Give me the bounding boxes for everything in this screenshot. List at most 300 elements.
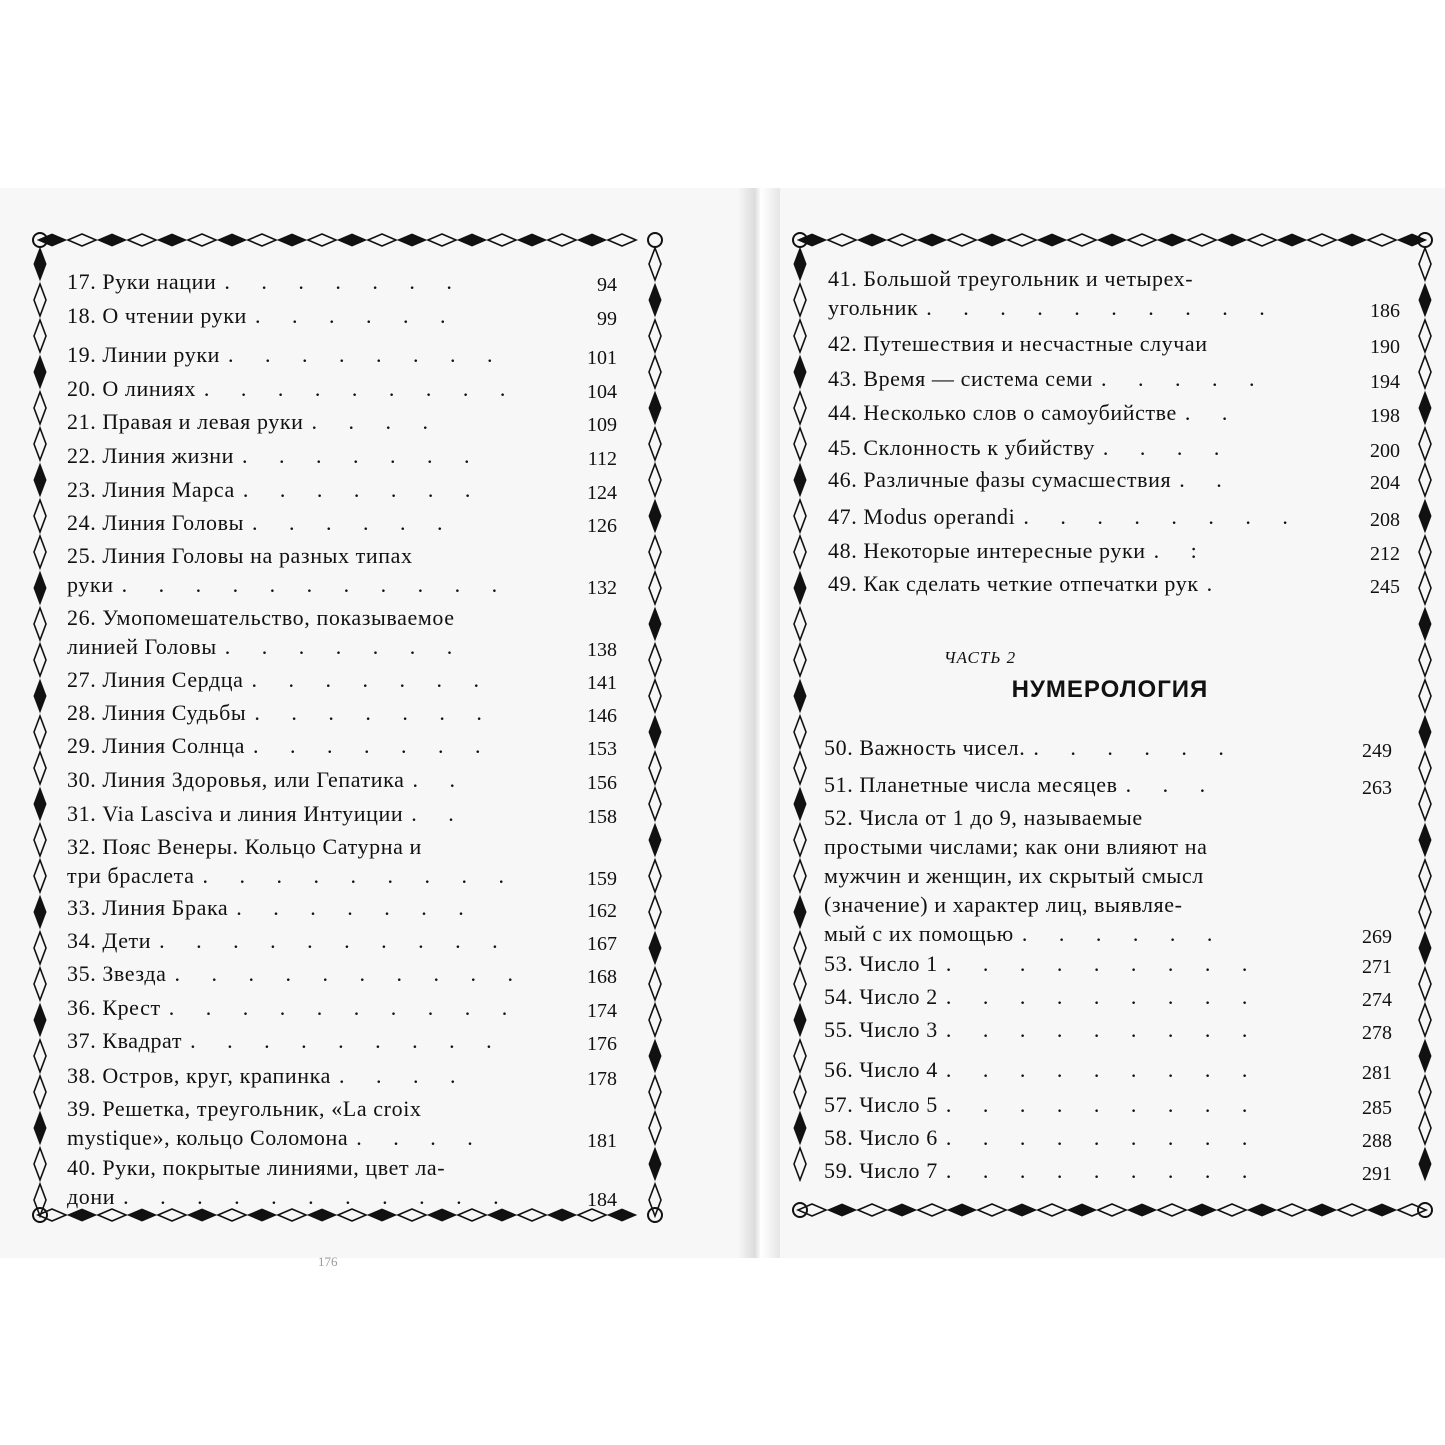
dot-leader: . . . . . . . . xyxy=(1023,504,1301,529)
border-diamond-icon xyxy=(1008,1204,1036,1216)
entry-number: 30. xyxy=(67,767,97,792)
toc-entry xyxy=(824,1017,1260,1043)
dot-leader: . . xyxy=(411,801,467,826)
entry-title: Руки нации xyxy=(102,269,217,294)
border-diamond-icon xyxy=(1128,1204,1156,1216)
page-number: 184 xyxy=(587,1189,617,1211)
page-number: 200 xyxy=(1370,440,1400,462)
entry-number: 49. xyxy=(828,571,858,596)
entry-number: 52. xyxy=(824,805,854,830)
border-diamond-icon xyxy=(1419,788,1431,820)
toc-entry xyxy=(67,543,413,569)
dot-leader: . . . . . . . . . xyxy=(945,1125,1261,1150)
toc-entry xyxy=(67,510,456,536)
toc-entry xyxy=(828,366,1268,392)
border-diamond-icon xyxy=(794,824,806,856)
entry-title: Звезда xyxy=(102,961,167,986)
border-diamond-icon xyxy=(1419,1112,1431,1144)
border-diamond-icon xyxy=(1098,234,1126,246)
entry-title: Линия Брака xyxy=(102,895,229,920)
toc-entry-continued xyxy=(67,1184,512,1210)
border-diamond-icon xyxy=(794,536,806,568)
dot-leader: . . xyxy=(1179,467,1235,492)
border-diamond-icon xyxy=(1188,1204,1216,1216)
page-number: 178 xyxy=(587,1068,617,1090)
page-number: 174 xyxy=(587,1000,617,1022)
border-diamond-icon xyxy=(794,284,806,316)
page-number: 167 xyxy=(587,933,617,955)
dot-leader: . . . . . . . . . . xyxy=(159,928,511,953)
dot-leader: . . . . . . . . . . . xyxy=(121,572,511,597)
border-diamond-icon xyxy=(794,1040,806,1072)
toc-entry-continued xyxy=(67,572,510,598)
border-diamond-icon xyxy=(1419,320,1431,352)
border-diamond-icon xyxy=(1419,1148,1431,1180)
page-number: 138 xyxy=(587,639,617,661)
toc-entry xyxy=(67,269,465,295)
entry-number: 18. xyxy=(67,303,97,328)
page-number: 281 xyxy=(1362,1062,1392,1084)
dot-leader: . . . . . . . . . xyxy=(945,1092,1261,1117)
entry-number: 44. xyxy=(828,400,858,425)
entry-title: Линия Головы xyxy=(102,510,245,535)
page-number: 285 xyxy=(1362,1097,1392,1119)
page-number: 132 xyxy=(587,577,617,599)
entry-title: Планетные числа месяцев xyxy=(859,772,1118,797)
border-diamond-icon xyxy=(798,234,826,246)
dot-leader: . . . . . . . . . xyxy=(203,376,519,401)
border-diamond-icon xyxy=(1419,356,1431,388)
border-diamond-icon xyxy=(1419,428,1431,460)
border-diamond-icon xyxy=(1128,234,1156,246)
page-number: 271 xyxy=(1362,956,1392,978)
dot-leader: . . . . . . . . . . . xyxy=(123,1184,512,1209)
entry-title: Несколько слов о самоубийстве xyxy=(863,400,1177,425)
border-diamond-icon xyxy=(1158,1204,1186,1216)
border-diamond-icon xyxy=(794,788,806,820)
page-number: 245 xyxy=(1370,576,1400,598)
border-diamond-icon xyxy=(794,500,806,532)
page-number: 208 xyxy=(1370,509,1400,531)
toc-entry-continued xyxy=(67,863,517,889)
border-diamond-icon xyxy=(1008,234,1036,246)
toc-entry xyxy=(824,1158,1260,1184)
toc-entry xyxy=(67,1063,468,1089)
border-diamond-icon xyxy=(794,392,806,424)
entry-title: Склонность к убийству xyxy=(863,435,1095,460)
border-diamond-icon xyxy=(1419,860,1431,892)
border-diamond-icon xyxy=(1419,248,1431,280)
entry-title-line: мужчин и женщин, их скрытый смысл xyxy=(824,863,1204,888)
page-number: 162 xyxy=(587,900,617,922)
page-number: 190 xyxy=(1370,336,1400,358)
toc-entry-continued xyxy=(824,921,1225,947)
border-diamond-icon xyxy=(794,1148,806,1180)
toc-entry xyxy=(828,435,1232,461)
toc-entry xyxy=(824,1057,1260,1083)
border-diamond-icon xyxy=(1188,234,1216,246)
toc-entry xyxy=(828,331,1216,357)
entry-number: 50. xyxy=(824,735,854,760)
toc-entry xyxy=(67,700,495,726)
dot-leader: . . . . . . . . . xyxy=(945,1017,1261,1042)
dot-leader: . . . . . . . xyxy=(224,269,465,294)
page-number: 112 xyxy=(587,448,617,470)
entry-title: Линия жизни xyxy=(102,443,234,468)
dot-leader: . . . . . . xyxy=(1021,921,1226,946)
entry-number: 37. xyxy=(67,1028,97,1053)
page-number: 168 xyxy=(587,966,617,988)
entry-title: Число 7 xyxy=(859,1158,938,1183)
entry-title: Линия Головы на разных типах xyxy=(102,543,413,568)
toc-entry xyxy=(824,735,1237,761)
border-diamond-icon xyxy=(918,1204,946,1216)
entry-number: 25. xyxy=(67,543,97,568)
dot-leader: . . . xyxy=(1125,772,1219,797)
entry-title-line: (значение) и характер лиц, выявляе- xyxy=(824,892,1183,917)
border-diamond-icon xyxy=(1419,284,1431,316)
border-diamond-icon xyxy=(978,234,1006,246)
entry-title: Некоторые интересные руки xyxy=(863,538,1146,563)
border-diamond-icon xyxy=(1419,716,1431,748)
entry-title: Дети xyxy=(102,928,152,953)
page-number: 274 xyxy=(1362,989,1392,1011)
entry-number: 41. xyxy=(828,266,858,291)
border-diamond-icon xyxy=(1278,1204,1306,1216)
toc-entry xyxy=(824,951,1260,977)
entry-title: Линия Судьбы xyxy=(102,700,247,725)
toc-entry xyxy=(67,303,458,329)
border-diamond-icon xyxy=(794,896,806,928)
border-diamond-icon xyxy=(1068,234,1096,246)
border-diamond-icon xyxy=(1419,824,1431,856)
entry-number: 36. xyxy=(67,995,97,1020)
border-diamond-icon xyxy=(1398,234,1426,246)
entry-title: Умопомешательство, показываемое xyxy=(102,605,455,630)
border-diamond-icon xyxy=(1419,680,1431,712)
entry-title: Число 3 xyxy=(859,1017,938,1042)
border-diamond-icon xyxy=(828,234,856,246)
toc-entry xyxy=(67,409,441,435)
page-number: 94 xyxy=(597,274,617,296)
border-diamond-icon xyxy=(858,1204,886,1216)
entry-title: О чтении руки xyxy=(102,303,247,328)
dot-leader: . . . . . . . xyxy=(253,733,494,758)
entry-number: 31. xyxy=(67,801,97,826)
entry-number: 27. xyxy=(67,667,97,692)
border-diamond-icon xyxy=(1398,1204,1426,1216)
dot-leader: . . . . . . . . . xyxy=(190,1028,505,1053)
toc-entry xyxy=(67,1155,445,1181)
page-number: 109 xyxy=(587,414,617,436)
toc-entry xyxy=(67,477,483,503)
border-diamond-icon xyxy=(1419,1040,1431,1072)
page-number: 291 xyxy=(1362,1163,1392,1185)
entry-number: 46. xyxy=(828,467,858,492)
toc-entry xyxy=(67,443,482,469)
page-number: 104 xyxy=(587,381,617,403)
entry-number: 23. xyxy=(67,477,97,502)
entry-number: 51. xyxy=(824,772,854,797)
toc-entry-continued xyxy=(828,295,1278,321)
border-diamond-icon xyxy=(794,248,806,280)
entry-number: 58. xyxy=(824,1125,854,1150)
border-diamond-icon xyxy=(794,356,806,388)
entry-title: Важность чисел. xyxy=(859,735,1026,760)
entry-title: Число 4 xyxy=(859,1057,938,1082)
entry-number: 17. xyxy=(67,269,97,294)
entry-title: Число 2 xyxy=(859,984,938,1009)
entry-number: 57. xyxy=(824,1092,854,1117)
entry-number: 42. xyxy=(828,331,858,356)
border-diamond-icon xyxy=(1419,608,1431,640)
entry-number: 28. xyxy=(67,700,97,725)
entry-number: 33. xyxy=(67,895,97,920)
entry-number: 55. xyxy=(824,1017,854,1042)
border-diamond-icon xyxy=(794,752,806,784)
entry-number: 35. xyxy=(67,961,97,986)
border-diamond-icon xyxy=(828,1204,856,1216)
border-diamond-icon xyxy=(1419,536,1431,568)
border-diamond-icon xyxy=(1248,234,1276,246)
border-diamond-icon xyxy=(794,1076,806,1108)
border-diamond-icon xyxy=(794,860,806,892)
entry-title: Число 1 xyxy=(859,951,938,976)
dot-leader: . . . . . . . xyxy=(242,477,484,502)
toc-entry xyxy=(67,995,520,1021)
dot-leader: . . . . . . . xyxy=(254,700,495,725)
page-number: 158 xyxy=(587,806,617,828)
border-diamond-icon xyxy=(1098,1204,1126,1216)
dot-leader: . . . . . . . . . xyxy=(945,1057,1261,1082)
entry-title: Линии руки xyxy=(102,342,220,367)
page-number: 198 xyxy=(1370,405,1400,427)
toc-entry xyxy=(824,805,1143,831)
border-diamond-icon xyxy=(794,644,806,676)
border-diamond-icon xyxy=(1038,234,1066,246)
page-number: 278 xyxy=(1362,1022,1392,1044)
border-diamond-icon xyxy=(1419,572,1431,604)
toc-entry xyxy=(828,400,1240,426)
page-number: 156 xyxy=(587,772,617,794)
border-diamond-icon xyxy=(794,932,806,964)
border-diamond-icon xyxy=(1419,644,1431,676)
border-diamond-icon xyxy=(1218,234,1246,246)
page-number: 288 xyxy=(1362,1130,1392,1152)
border-diamond-icon xyxy=(1419,392,1431,424)
border-diamond-icon xyxy=(1278,234,1306,246)
entry-title: Via Lasciva и линия Интуиции xyxy=(102,801,404,826)
dot-leader: . . . . . . . . . xyxy=(202,863,517,888)
dot-leader: . . xyxy=(412,767,468,792)
page-number: 176 xyxy=(587,1033,617,1055)
border-diamond-icon xyxy=(794,968,806,1000)
toc-entry xyxy=(824,1125,1260,1151)
border-diamond-icon xyxy=(1419,896,1431,928)
entry-title: Modus operandi xyxy=(863,504,1016,529)
entry-number: 56. xyxy=(824,1057,854,1082)
page-number: 249 xyxy=(1362,740,1392,762)
dot-leader: . . . . xyxy=(311,409,442,434)
border-diamond-icon xyxy=(794,1004,806,1036)
dot-leader: . . . . . . xyxy=(1033,735,1237,760)
part-title: НУМЕРОЛОГИЯ xyxy=(1011,676,1209,703)
toc-entry-continued xyxy=(67,634,465,660)
page-number: 141 xyxy=(587,672,617,694)
entry-number: 19. xyxy=(67,342,97,367)
dot-leader: . . . . xyxy=(356,1125,486,1150)
entry-title: Линия Здоровья, или Гепатика xyxy=(102,767,405,792)
entry-title: Линия Марса xyxy=(102,477,235,502)
toc-entry xyxy=(828,266,1193,292)
dot-leader: . . . . . . . . . xyxy=(945,951,1261,976)
entry-number: 38. xyxy=(67,1063,97,1088)
entry-number: 54. xyxy=(824,984,854,1009)
part-label: ЧАСТЬ 2 xyxy=(943,648,1017,667)
toc-entry xyxy=(67,767,468,793)
toc-entry xyxy=(67,801,467,827)
dot-leader: . . . . . . xyxy=(252,510,456,535)
dot-leader: . . . . . . . . . . xyxy=(926,295,1278,320)
entry-title: Время — система семи xyxy=(863,366,1094,391)
toc-entry xyxy=(67,834,422,860)
entry-title-continued: три браслета xyxy=(67,863,195,888)
page-number: 159 xyxy=(587,868,617,890)
entry-number: 48. xyxy=(828,538,858,563)
entry-number: 45. xyxy=(828,435,858,460)
toc-entry xyxy=(828,504,1301,530)
border-diamond-icon xyxy=(1308,1204,1336,1216)
page-number: 194 xyxy=(1370,371,1400,393)
border-diamond-icon xyxy=(888,234,916,246)
border-diamond-icon xyxy=(1368,1204,1396,1216)
page-number: 101 xyxy=(587,347,617,369)
entry-title: Линия Сердца xyxy=(102,667,244,692)
border-diamond-icon xyxy=(794,1112,806,1144)
page-folio: 176 xyxy=(318,1254,338,1269)
dot-leader: . . . . . . . xyxy=(224,634,466,659)
border-diamond-icon xyxy=(1368,234,1396,246)
toc-entry xyxy=(828,538,1210,564)
toc-entry xyxy=(824,984,1260,1010)
toc-entry xyxy=(67,1096,422,1122)
page-number: 153 xyxy=(587,738,617,760)
border-diamond-icon xyxy=(794,608,806,640)
entry-title: Различные фазы сумасшествия xyxy=(863,467,1172,492)
border-diamond-icon xyxy=(918,234,946,246)
toc-entry xyxy=(67,605,455,631)
toc-entry-line xyxy=(824,863,1204,889)
dot-leader: . . . . . . . . . xyxy=(945,984,1261,1009)
entry-title: Линия Солнца xyxy=(102,733,246,758)
entry-title-continued: дони xyxy=(67,1184,116,1209)
entry-number: 39. xyxy=(67,1096,97,1121)
page-number: 204 xyxy=(1370,472,1400,494)
entry-number: 24. xyxy=(67,510,97,535)
entry-number: 29. xyxy=(67,733,97,758)
entry-title-continued: mystique», кольцо Соломона xyxy=(67,1125,349,1150)
page-number: 126 xyxy=(587,515,617,537)
border-diamond-icon xyxy=(948,234,976,246)
entry-title-continued: угольник xyxy=(828,295,919,320)
entry-title: Правая и левая руки xyxy=(102,409,304,434)
entry-title: О линиях xyxy=(102,376,196,401)
toc-entry xyxy=(67,961,526,987)
page-number: 263 xyxy=(1362,777,1392,799)
toc-entry xyxy=(67,342,506,368)
page-number: 146 xyxy=(587,705,617,727)
entry-title-continued: линией Головы xyxy=(67,634,217,659)
entry-title-line: простыми числами; как они влияют на xyxy=(824,834,1208,859)
border-diamond-icon xyxy=(794,716,806,748)
entry-number: 47. xyxy=(828,504,858,529)
entry-title: Остров, круг, крапинка xyxy=(102,1063,331,1088)
dot-leader: . . . . . . . . . xyxy=(945,1158,1261,1183)
dot-leader: . xyxy=(1206,571,1226,596)
entry-title: Решетка, треугольник, «La croix xyxy=(102,1096,422,1121)
toc-entry xyxy=(67,928,511,954)
entry-number: 40. xyxy=(67,1155,97,1180)
entry-title: Путешествия и несчастные случаи xyxy=(863,331,1208,356)
entry-title: Число 5 xyxy=(859,1092,938,1117)
entry-title: Пояс Венеры. Кольцо Сатурна и xyxy=(102,834,422,859)
entry-number: 34. xyxy=(67,928,97,953)
dot-leader: . . . . xyxy=(338,1063,469,1088)
dot-leader: . : xyxy=(1153,538,1210,563)
dot-leader: . . . . . xyxy=(1101,366,1268,391)
toc-entry xyxy=(828,571,1225,597)
dot-leader: . . . . . . . xyxy=(241,443,483,468)
entry-title: Большой треугольник и четырех- xyxy=(863,266,1194,291)
border-diamond-icon xyxy=(1158,234,1186,246)
entry-number: 59. xyxy=(824,1158,854,1183)
border-diamond-icon xyxy=(794,680,806,712)
entry-number: 32. xyxy=(67,834,97,859)
border-diamond-icon xyxy=(794,428,806,460)
entry-title-continued: мый с их помощью xyxy=(824,921,1014,946)
entry-title: Числа от 1 до 9, называемые xyxy=(859,805,1143,830)
toc-entry xyxy=(67,1028,505,1054)
entry-title: Крест xyxy=(102,995,161,1020)
border-diamond-icon xyxy=(1068,1204,1096,1216)
toc-entry-line xyxy=(824,834,1207,860)
border-diamond-icon xyxy=(978,1204,1006,1216)
border-diamond-icon xyxy=(1419,464,1431,496)
entry-title: Как сделать четкие отпечатки рук xyxy=(863,571,1199,596)
border-diamond-icon xyxy=(1038,1204,1066,1216)
dot-leader: . . . . . . . . . . xyxy=(174,961,526,986)
toc-entry xyxy=(824,1092,1260,1118)
border-diamond-icon xyxy=(1338,1204,1366,1216)
toc-entry xyxy=(67,376,518,402)
dot-leader: . . . . . . . xyxy=(236,895,477,920)
entry-number: 21. xyxy=(67,409,97,434)
toc-entry-continued xyxy=(67,1125,486,1151)
toc-entry xyxy=(828,467,1235,493)
page-number: 99 xyxy=(597,308,617,330)
entry-number: 20. xyxy=(67,376,97,401)
toc-entry xyxy=(824,772,1218,798)
border-diamond-icon xyxy=(1419,968,1431,1000)
dot-leader: . . . . . . . . . . xyxy=(168,995,521,1020)
border-diamond-icon xyxy=(1419,1004,1431,1036)
border-diamond-icon xyxy=(888,1204,916,1216)
toc-entry-line xyxy=(824,892,1183,918)
dot-leader: . . . . xyxy=(1102,435,1233,460)
dot-leader: . . . . . . . xyxy=(251,667,493,692)
entry-title-continued: руки xyxy=(67,572,114,597)
border-diamond-icon xyxy=(1218,1204,1246,1216)
